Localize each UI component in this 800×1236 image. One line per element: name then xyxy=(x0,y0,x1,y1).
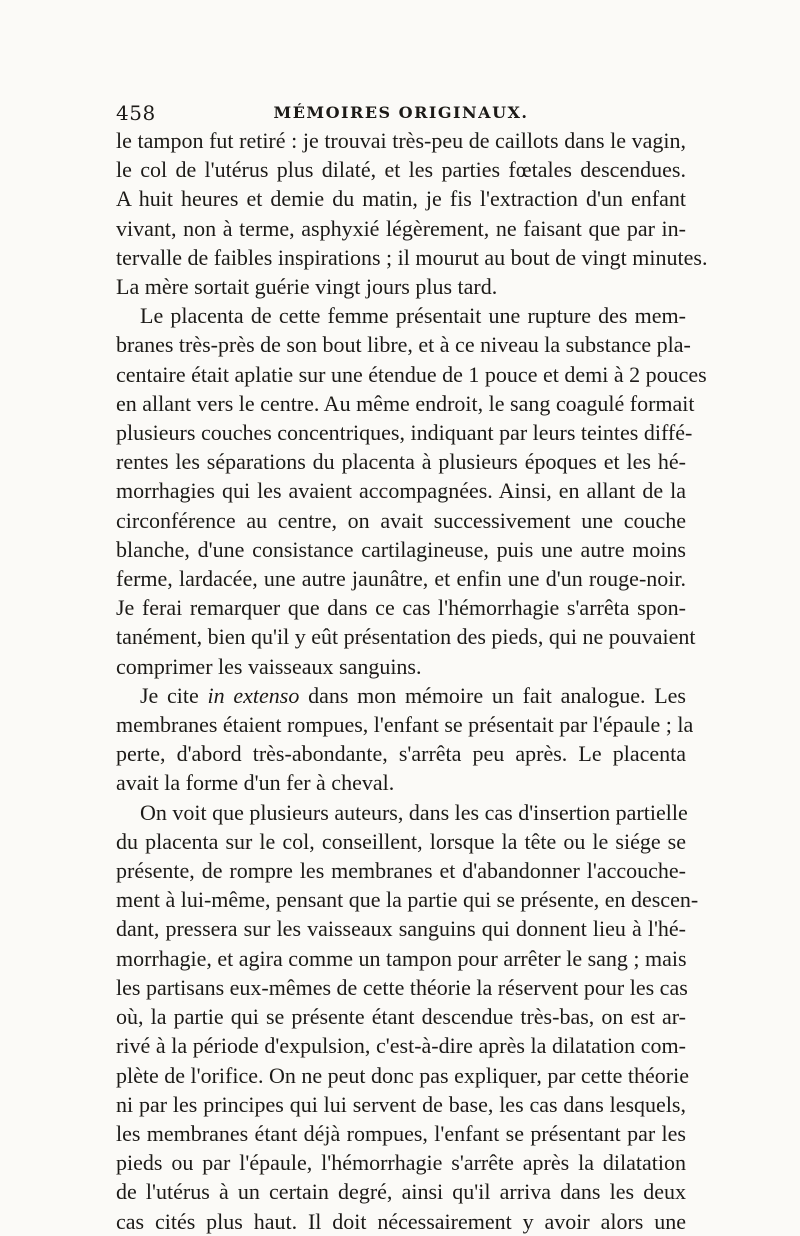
text-line: ment à lui-même, pensant que la partie qui se présente, en descen- xyxy=(116,887,699,913)
page-number: 458 xyxy=(116,101,156,125)
text-line: comprimer les vaisseaux sanguins. xyxy=(116,653,422,679)
text-line: où, la partie qui se présente étant descendue très-bas, on est ar- xyxy=(116,1004,686,1030)
text-line: centaire était aplatie sur une étendue de 1 pouce et demi à 2 pouces xyxy=(116,361,707,387)
text-line: plusieurs couches concentriques, indiquant par leurs teintes diffé- xyxy=(116,420,693,446)
text-line: présente, de rompre les membranes et d'abandonner l'accouche- xyxy=(116,858,686,884)
text-line: ferme, lardacée, une autre jaunâtre, et enfin une d'un rouge-noir. xyxy=(116,566,686,592)
text-line: dant, pressera sur les vaisseaux sanguins qui donnent lieu à l'hé- xyxy=(116,916,686,942)
text-line: morrhagies qui les avaient accompagnées. Ainsi, en allant de la xyxy=(116,478,686,504)
text-line: tervalle de faibles inspirations ; il mourut au bout de vingt minutes. xyxy=(116,244,708,270)
text-line: le col de l'utérus plus dilaté, et les parties fœtales descendues. xyxy=(116,157,686,183)
text-line: Je ferai remarquer que dans ce cas l'hémorrhagie s'arrêta spon- xyxy=(116,595,686,621)
text-line: le tampon fut retiré : je trouvai très-peu de caillots dans le vagin, xyxy=(116,128,686,153)
body-text xyxy=(116,126,708,1236)
text-line: morrhagie, et agira comme un tampon pour arrêter le sang ; mais xyxy=(116,945,687,971)
text-line: de l'utérus à un certain degré, ainsi qu'il arriva dans les deux xyxy=(116,1179,686,1205)
text-line: du placenta sur le col, conseillent, lorsque la tête ou le siége se xyxy=(116,828,686,854)
text-line xyxy=(116,681,686,710)
text-line: pieds ou par l'épaule, l'hémorrhagie s'arrête après la dilatation xyxy=(116,1150,686,1176)
text-line: perte, d'abord très-abondante, s'arrêta peu après. Le placenta xyxy=(116,741,686,767)
text-line: blanche, d'une consistance cartilagineuse, puis une autre moins xyxy=(116,536,686,562)
text-line: plète de l'orifice. On ne peut donc pas expliquer, par cette théorie xyxy=(116,1062,690,1088)
text-line: circonférence au centre, on avait successivement une couche xyxy=(116,507,686,533)
text-line: tanément, bien qu'il y eût présentation des pieds, qui ne pouvaient xyxy=(116,624,696,650)
text-line: rentes les séparations du placenta à plusieurs époques et les hé- xyxy=(116,449,686,475)
text-segment: Je cite xyxy=(140,682,199,708)
text-line: en allant vers le centre. Au même endroit, le sang coagulé formait xyxy=(116,390,695,416)
text-line: avait la forme d'un fer à cheval. xyxy=(116,770,395,796)
text-line: cas cités plus haut. Il doit nécessairement y avoir alors une xyxy=(116,1208,686,1234)
text-segment: dans mon mémoire un fait analogue. Les xyxy=(308,682,686,708)
text-line: vivant, non à terme, asphyxié légèrement, ne faisant que par in- xyxy=(116,215,686,241)
text-line: La mère sortait guérie vingt jours plus tard. xyxy=(116,274,498,300)
running-head: MÉMOIRES ORIGINAUX. xyxy=(273,103,529,122)
text-line: branes très-près de son bout libre, et à ce niveau la substance pla- xyxy=(116,332,691,358)
text-line: On voit que plusieurs auteurs, dans les cas d'insertion partielle xyxy=(140,799,688,825)
italic-phrase: in extenso xyxy=(207,682,300,708)
text-line: ni par les principes qui lui servent de base, les cas dans lesquels, xyxy=(116,1091,686,1117)
text-line: membranes étaient rompues, l'enfant se présentait par l'épaule ; la xyxy=(116,712,694,738)
text-line: les partisans eux-mêmes de cette théorie la réservent pour les cas xyxy=(116,974,688,1000)
text-line: les membranes étant déjà rompues, l'enfant se présentant par les xyxy=(116,1120,686,1146)
text-line: Le placenta de cette femme présentait une rupture des mem- xyxy=(140,303,686,329)
text-line: A huit heures et demie du matin, je fis l'extraction d'un enfant xyxy=(116,186,686,212)
page-header xyxy=(116,97,686,127)
text-line: rivé à la période d'expulsion, c'est-à-dire après la dilatation com- xyxy=(116,1033,686,1059)
